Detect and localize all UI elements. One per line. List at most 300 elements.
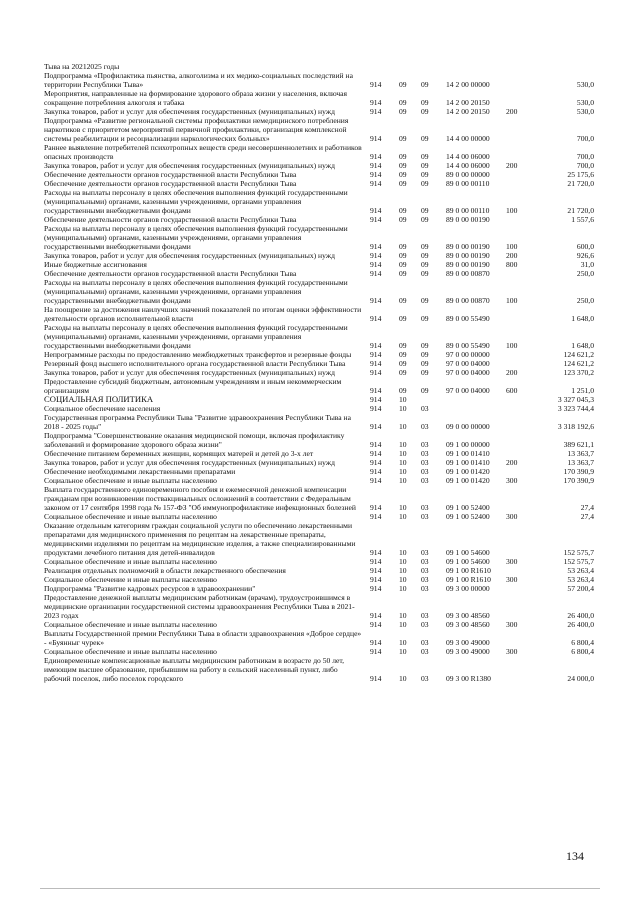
row-section-code: 10	[399, 512, 407, 521]
row-target-article-code: 14 2 00 00000	[446, 80, 490, 89]
row-section-code: 09	[399, 296, 407, 305]
row-ministry-code: 914	[370, 422, 382, 431]
row-amount: 152 575,7	[563, 548, 594, 557]
row-description: Подпрограмма «Развитие региональной системы профилактики немедицинского потребления наркотиков с приоритетом мероприятий первичной профилактики, организация комплексной системы реабилитации и ресоциализации наркологических больных»	[44, 116, 349, 143]
row-subsection-code: 09	[421, 98, 429, 107]
row-amount: 57 200,4	[567, 584, 594, 593]
row-target-article-code: 97 0 00 00000	[446, 350, 490, 359]
row-ministry-code: 914	[370, 512, 382, 521]
row-amount: 600,0	[576, 242, 594, 251]
row-expense-type-code: 300	[506, 647, 518, 656]
row-target-article-code: 09 3 00 49000	[446, 647, 490, 656]
row-description: Обеспечение деятельности органов государственной власти Республики Тыва	[44, 215, 297, 224]
row-subsection-code: 09	[421, 251, 429, 260]
row-target-article-code: 09 1 00 54600	[446, 557, 490, 566]
row-subsection-code: 03	[421, 575, 429, 584]
row-target-article-code: 09 3 00 49000	[446, 638, 490, 647]
row-subsection-code: 03	[421, 548, 429, 557]
row-ministry-code: 914	[370, 449, 382, 458]
row-ministry-code: 914	[370, 170, 382, 179]
table-row	[44, 305, 604, 323]
table-row	[44, 575, 604, 584]
row-ministry-code: 914	[370, 503, 382, 512]
row-ministry-code: 914	[370, 458, 382, 467]
row-amount: 27,4	[580, 512, 594, 521]
row-section-code: 10	[399, 395, 407, 404]
row-subsection-code: 03	[421, 647, 429, 656]
table-row	[44, 593, 604, 620]
table-row	[44, 71, 604, 89]
row-target-article-code: 14 4 00 06000	[446, 152, 490, 161]
table-row	[44, 395, 604, 404]
row-subsection-code: 03	[421, 566, 429, 575]
row-description: Предоставление денежной выплаты медицинским работникам (врачам), трудоустроившимся в медицинские организации государственной системы здравоохранения Республики Тыва в 2021-2023 годах	[44, 593, 355, 620]
row-ministry-code: 914	[370, 251, 382, 260]
row-description: Оказание отдельным категориям граждан социальной услуги по обеспечению лекарственными препаратами для медицинского применения по рецептам на лекарственные препараты, медицинскими изделиями по рецептам на медицинские изделия, а также специализированными продуктами лечебного питания для детей-инвалидов	[44, 521, 356, 557]
table-row	[44, 323, 604, 350]
table-row	[44, 89, 604, 107]
row-subsection-code: 09	[421, 341, 429, 350]
row-ministry-code: 914	[370, 467, 382, 476]
row-subsection-code: 09	[421, 206, 429, 215]
row-ministry-code: 914	[370, 98, 382, 107]
table-row	[44, 62, 604, 71]
row-ministry-code: 914	[370, 620, 382, 629]
table-row	[44, 512, 604, 521]
row-subsection-code: 03	[421, 638, 429, 647]
row-section-code: 10	[399, 647, 407, 656]
row-description: Мероприятия, направленные на формирование здорового образа жизни у населения, включая сокращение потребления алкоголя и табака	[44, 89, 348, 107]
row-section-code: 09	[399, 152, 407, 161]
row-section-code: 10	[399, 620, 407, 629]
row-ministry-code: 914	[370, 476, 382, 485]
row-description: Обеспечение деятельности органов государственной власти Республики Тыва	[44, 179, 297, 188]
row-amount: 250,0	[576, 296, 594, 305]
row-description: Выплата государственного единовременного пособия и ежемесячной денежной компенсации гражданам при возникновении поствакцинальных осложнений в соответствии с Федеральным законом от 17 сентября 1998 года № 157-ФЗ "Об иммунопрофилактике инфекционных болезней	[44, 485, 356, 512]
row-description: Подпрограмма "Совершенствование оказания медицинской помощи, включая профилактику заболеваний и формирование здорового образа жизни"	[44, 431, 345, 449]
row-subsection-code: 03	[421, 458, 429, 467]
row-expense-type-code: 800	[506, 260, 518, 269]
row-description: Социальное обеспечение и иные выплаты населению	[44, 512, 217, 521]
row-ministry-code: 914	[370, 395, 382, 404]
row-target-article-code: 09 1 00 01410	[446, 458, 490, 467]
row-target-article-code: 97 0 00 04000	[446, 368, 490, 377]
row-target-article-code: 97 0 00 04000	[446, 359, 490, 368]
row-target-article-code: 14 4 00 06000	[446, 161, 490, 170]
row-expense-type-code: 300	[506, 575, 518, 584]
table-row	[44, 521, 604, 557]
row-expense-type-code: 100	[506, 242, 518, 251]
row-ministry-code: 914	[370, 368, 382, 377]
row-expense-type-code: 300	[506, 476, 518, 485]
row-amount: 6 800,4	[571, 647, 594, 656]
row-target-article-code: 14 2 00 20150	[446, 107, 490, 116]
row-description: Социальное обеспечение и иные выплаты населению	[44, 476, 217, 485]
row-target-article-code: 89 0 00 00110	[446, 206, 490, 215]
row-description: Реализация отдельных полномочий в области лекарственного обеспечения	[44, 566, 286, 575]
table-row	[44, 413, 604, 431]
row-section-code: 09	[399, 269, 407, 278]
row-amount: 530,0	[576, 80, 594, 89]
table-row	[44, 584, 604, 593]
table-row	[44, 107, 604, 116]
row-ministry-code: 914	[370, 575, 382, 584]
row-subsection-code: 09	[421, 170, 429, 179]
row-subsection-code: 09	[421, 359, 429, 368]
row-target-article-code: 09 1 00 54600	[446, 548, 490, 557]
table-row	[44, 647, 604, 656]
row-ministry-code: 914	[370, 611, 382, 620]
row-description: Закупка товаров, работ и услуг для обеспечения государственных (муниципальных) нужд	[44, 251, 335, 260]
table-row	[44, 557, 604, 566]
row-subsection-code: 03	[421, 476, 429, 485]
row-section-code: 10	[399, 566, 407, 575]
row-expense-type-code: 100	[506, 296, 518, 305]
table-row	[44, 251, 604, 260]
row-description: Расходы на выплаты персоналу в целях обеспечения выполнения функций государственными (муниципальными) органами, казенными учреждениями, органами управления государственными внебюджетными фондами	[44, 188, 348, 215]
row-section-code: 09	[399, 350, 407, 359]
row-amount: 3 318 192,6	[557, 422, 594, 431]
row-target-article-code: 09 1 00 R1610	[446, 566, 491, 575]
row-amount: 25 175,6	[567, 170, 594, 179]
row-description: Резервный фонд высшего исполнительного органа государственной власти Республики Тыва	[44, 359, 346, 368]
row-subsection-code: 09	[421, 152, 429, 161]
budget-table	[44, 62, 604, 683]
row-section-code: 09	[399, 314, 407, 323]
row-section-code: 10	[399, 440, 407, 449]
row-description: Социальное обеспечение и иные выплаты населению	[44, 575, 217, 584]
table-row	[44, 368, 604, 377]
table-row	[44, 161, 604, 170]
row-amount: 21 720,0	[567, 206, 594, 215]
row-description: СОЦИАЛЬНАЯ ПОЛИТИКА	[44, 394, 154, 404]
row-description: Закупка товаров, работ и услуг для обеспечения государственных (муниципальных) нужд	[44, 368, 335, 377]
row-target-article-code: 09 1 00 52400	[446, 512, 490, 521]
row-amount: 21 720,0	[567, 179, 594, 188]
row-section-code: 10	[399, 404, 407, 413]
row-target-article-code: 09 1 00 00000	[446, 440, 490, 449]
table-row	[44, 260, 604, 269]
row-subsection-code: 03	[421, 404, 429, 413]
row-description: Социальное обеспечение и иные выплаты населению	[44, 557, 217, 566]
row-section-code: 10	[399, 503, 407, 512]
row-ministry-code: 914	[370, 134, 382, 143]
row-ministry-code: 914	[370, 269, 382, 278]
row-description: Раннее выявление потребителей психотропных веществ среди несовершеннолетних и работников опасных производств	[44, 143, 362, 161]
table-row	[44, 143, 604, 161]
row-description: Обеспечение питанием беременных женщин, кормящих матерей и детей до 3-х лет	[44, 449, 314, 458]
row-target-article-code: 09 3 00 48560	[446, 620, 490, 629]
row-subsection-code: 03	[421, 674, 429, 683]
row-amount: 13 363,7	[567, 458, 594, 467]
row-subsection-code: 09	[421, 161, 429, 170]
row-ministry-code: 914	[370, 647, 382, 656]
row-section-code: 10	[399, 476, 407, 485]
row-ministry-code: 914	[370, 179, 382, 188]
row-target-article-code: 89 0 00 00190	[446, 251, 490, 260]
row-subsection-code: 09	[421, 179, 429, 188]
row-ministry-code: 914	[370, 638, 382, 647]
row-ministry-code: 914	[370, 359, 382, 368]
row-subsection-code: 09	[421, 260, 429, 269]
row-ministry-code: 914	[370, 440, 382, 449]
row-target-article-code: 09 1 00 52400	[446, 503, 490, 512]
row-section-code: 10	[399, 674, 407, 683]
row-amount: 250,0	[576, 269, 594, 278]
row-ministry-code: 914	[370, 260, 382, 269]
row-amount: 13 363,7	[567, 449, 594, 458]
row-section-code: 09	[399, 359, 407, 368]
row-section-code: 10	[399, 611, 407, 620]
row-description: Закупка товаров, работ и услуг для обеспечения государственных (муниципальных) нужд	[44, 161, 335, 170]
row-amount: 124 621,2	[563, 359, 594, 368]
row-target-article-code: 89 0 00 55490	[446, 314, 490, 323]
row-subsection-code: 03	[421, 467, 429, 476]
row-section-code: 09	[399, 251, 407, 260]
row-amount: 27,4	[580, 503, 594, 512]
footer-rule	[40, 888, 600, 889]
row-description: Тыва на 20212025 годы	[44, 62, 120, 71]
row-target-article-code: 09 1 00 01410	[446, 449, 490, 458]
row-description: Непрограммные расходы по предоставлению межбюджетных трансфертов и резервные фонды	[44, 350, 352, 359]
row-section-code: 09	[399, 98, 407, 107]
row-section-code: 10	[399, 584, 407, 593]
row-ministry-code: 914	[370, 548, 382, 557]
row-description: Социальное обеспечение и иные выплаты населению	[44, 620, 217, 629]
table-row	[44, 350, 604, 359]
row-ministry-code: 914	[370, 584, 382, 593]
table-row	[44, 485, 604, 512]
row-ministry-code: 914	[370, 674, 382, 683]
table-row	[44, 566, 604, 575]
row-ministry-code: 914	[370, 386, 382, 395]
table-row	[44, 431, 604, 449]
row-amount: 152 575,7	[563, 557, 594, 566]
row-subsection-code: 09	[421, 134, 429, 143]
row-expense-type-code: 300	[506, 557, 518, 566]
table-row	[44, 278, 604, 305]
row-ministry-code: 914	[370, 80, 382, 89]
row-description: Расходы на выплаты персоналу в целях обеспечения выполнения функций государственными (муниципальными) органами, казенными учреждениями, органами управления государственными внебюджетными фондами	[44, 323, 348, 350]
row-amount: 123 370,2	[563, 368, 594, 377]
row-ministry-code: 914	[370, 242, 382, 251]
row-ministry-code: 914	[370, 557, 382, 566]
table-row	[44, 215, 604, 224]
row-target-article-code: 09 3 00 R1380	[446, 674, 491, 683]
row-subsection-code: 09	[421, 242, 429, 251]
row-subsection-code: 09	[421, 107, 429, 116]
row-amount: 53 263,4	[567, 566, 594, 575]
row-expense-type-code: 200	[506, 368, 518, 377]
row-description: Социальное обеспечение и иные выплаты населению	[44, 647, 217, 656]
row-description: Подпрограмма "Развитие кадровых ресурсов в здравоохранении"	[44, 584, 256, 593]
row-section-code: 10	[399, 557, 407, 566]
row-section-code: 10	[399, 548, 407, 557]
row-amount: 3 323 744,4	[557, 404, 594, 413]
row-amount: 1 251,0	[571, 386, 594, 395]
row-amount: 3 327 045,3	[557, 395, 594, 404]
row-subsection-code: 03	[421, 512, 429, 521]
row-description: Единовременные компенсационные выплаты медицинским работникам в возрасте до 50 лет, имеющим высшее образование, прибывшим на работу в сельский населенный пункт, либо рабочий поселок, либо поселок городского	[44, 656, 345, 683]
row-subsection-code: 03	[421, 422, 429, 431]
row-target-article-code: 09 1 00 01420	[446, 467, 490, 476]
table-row	[44, 116, 604, 143]
row-expense-type-code: 200	[506, 458, 518, 467]
row-expense-type-code: 200	[506, 161, 518, 170]
row-expense-type-code: 200	[506, 251, 518, 260]
row-section-code: 10	[399, 575, 407, 584]
row-amount: 170 390,9	[563, 467, 594, 476]
row-amount: 926,6	[576, 251, 594, 260]
row-subsection-code: 03	[421, 440, 429, 449]
row-description: Обеспечение необходимыми лекарственными препаратами	[44, 467, 236, 476]
row-section-code: 09	[399, 80, 407, 89]
row-target-article-code: 09 1 00 01420	[446, 476, 490, 485]
row-section-code: 09	[399, 161, 407, 170]
table-row	[44, 359, 604, 368]
page-number: 134	[566, 849, 584, 863]
row-target-article-code: 89 0 00 00190	[446, 215, 490, 224]
row-target-article-code: 14 2 00 20150	[446, 98, 490, 107]
row-amount: 700,0	[576, 161, 594, 170]
row-amount: 530,0	[576, 98, 594, 107]
row-description: Обеспечение деятельности органов государственной власти Республики Тыва	[44, 170, 297, 179]
row-section-code: 10	[399, 467, 407, 476]
row-expense-type-code: 300	[506, 620, 518, 629]
row-target-article-code: 09 3 00 00000	[446, 584, 490, 593]
row-amount: 170 390,9	[563, 476, 594, 485]
row-amount: 24 000,0	[567, 674, 594, 683]
table-row	[44, 224, 604, 251]
row-section-code: 10	[399, 458, 407, 467]
row-subsection-code: 09	[421, 215, 429, 224]
table-row	[44, 467, 604, 476]
row-target-article-code: 09 1 00 R1610	[446, 575, 491, 584]
row-subsection-code: 03	[421, 557, 429, 566]
table-row	[44, 269, 604, 278]
row-ministry-code: 914	[370, 161, 382, 170]
row-target-article-code: 89 0 00 00110	[446, 179, 490, 188]
row-target-article-code: 09 3 00 48560	[446, 611, 490, 620]
row-ministry-code: 914	[370, 107, 382, 116]
row-subsection-code: 09	[421, 386, 429, 395]
row-ministry-code: 914	[370, 215, 382, 224]
row-expense-type-code: 100	[506, 341, 518, 350]
row-subsection-code: 03	[421, 584, 429, 593]
row-section-code: 09	[399, 170, 407, 179]
row-target-article-code: 89 0 00 00870	[446, 296, 490, 305]
row-subsection-code: 09	[421, 350, 429, 359]
row-ministry-code: 914	[370, 314, 382, 323]
row-section-code: 10	[399, 638, 407, 647]
row-target-article-code: 89 0 00 00190	[446, 260, 490, 269]
row-amount: 6 800,4	[571, 638, 594, 647]
row-description: Государственная программа Республики Тыва "Развитие здравоохранения Республики Тыва на 2018 - 2025 годы"	[44, 413, 351, 431]
row-expense-type-code: 100	[506, 206, 518, 215]
table-row	[44, 620, 604, 629]
row-subsection-code: 09	[421, 80, 429, 89]
table-row	[44, 476, 604, 485]
row-amount: 530,0	[576, 107, 594, 116]
row-amount: 389 621,1	[563, 440, 594, 449]
row-section-code: 10	[399, 449, 407, 458]
row-ministry-code: 914	[370, 296, 382, 305]
row-target-article-code: 89 0 00 00190	[446, 242, 490, 251]
row-amount: 26 400,0	[567, 620, 594, 629]
row-description: Предоставление субсидий бюджетным, автономным учреждениям и иным некоммерческим организациям	[44, 377, 342, 395]
row-ministry-code: 914	[370, 152, 382, 161]
row-ministry-code: 914	[370, 341, 382, 350]
row-amount: 124 621,2	[563, 350, 594, 359]
row-subsection-code: 09	[421, 269, 429, 278]
row-amount: 1 557,6	[571, 215, 594, 224]
row-expense-type-code: 300	[506, 512, 518, 521]
table-row	[44, 188, 604, 215]
row-description: Расходы на выплаты персоналу в целях обеспечения выполнения функций государственными (муниципальными) органами, казенными учреждениями, органами управления государственными внебюджетными фондами	[44, 224, 348, 251]
row-description: На поощрение за достижения наилучших значений показателей по итогам оценки эффективности деятельности органов исполнительной власти	[44, 305, 362, 323]
row-section-code: 09	[399, 179, 407, 188]
row-section-code: 10	[399, 422, 407, 431]
row-subsection-code: 03	[421, 611, 429, 620]
row-target-article-code: 89 0 00 00000	[446, 170, 490, 179]
row-description: Закупка товаров, работ и услуг для обеспечения государственных (муниципальных) нужд	[44, 458, 335, 467]
row-amount: 700,0	[576, 152, 594, 161]
row-target-article-code: 97 0 00 04000	[446, 386, 490, 395]
row-subsection-code: 03	[421, 503, 429, 512]
row-description: Обеспечение деятельности органов государственной власти Республики Тыва	[44, 269, 297, 278]
row-amount: 1 648,0	[571, 314, 594, 323]
row-ministry-code: 914	[370, 404, 382, 413]
row-description: Иные бюджетные ассигнования	[44, 260, 147, 269]
row-subsection-code: 09	[421, 296, 429, 305]
row-description: Закупка товаров, работ и услуг для обеспечения государственных (муниципальных) нужд	[44, 107, 335, 116]
row-target-article-code: 89 0 00 00870	[446, 269, 490, 278]
row-amount: 53 263,4	[567, 575, 594, 584]
row-expense-type-code: 600	[506, 386, 518, 395]
row-amount: 700,0	[576, 134, 594, 143]
table-row	[44, 179, 604, 188]
row-target-article-code: 89 0 00 55490	[446, 341, 490, 350]
row-description: Подпрограмма «Профилактика пьянства, алкоголизма и их медико-социальных последствий на территории Республики Тыва»	[44, 71, 353, 89]
row-section-code: 09	[399, 206, 407, 215]
table-row	[44, 449, 604, 458]
table-row	[44, 377, 604, 395]
row-target-article-code: 14 4 00 00000	[446, 134, 490, 143]
row-expense-type-code: 200	[506, 107, 518, 116]
row-amount: 26 400,0	[567, 611, 594, 620]
row-target-article-code: 09 0 00 00000	[446, 422, 490, 431]
row-section-code: 09	[399, 215, 407, 224]
row-section-code: 09	[399, 134, 407, 143]
row-description: Выплаты Государственной премии Республики Тыва в области здравоохранения «Доброе сердце» - «Буянныг чурек»	[44, 629, 362, 647]
row-subsection-code: 09	[421, 314, 429, 323]
row-section-code: 09	[399, 260, 407, 269]
row-ministry-code: 914	[370, 206, 382, 215]
row-section-code: 09	[399, 242, 407, 251]
row-section-code: 09	[399, 107, 407, 116]
row-section-code: 09	[399, 341, 407, 350]
row-section-code: 09	[399, 368, 407, 377]
row-ministry-code: 914	[370, 566, 382, 575]
table-row	[44, 629, 604, 647]
row-subsection-code: 09	[421, 368, 429, 377]
table-row	[44, 656, 604, 683]
row-description: Расходы на выплаты персоналу в целях обеспечения выполнения функций государственными (муниципальными) органами, казенными учреждениями, органами управления государственными внебюджетными фондами	[44, 278, 348, 305]
row-subsection-code: 03	[421, 449, 429, 458]
table-row	[44, 404, 604, 413]
row-section-code: 09	[399, 386, 407, 395]
row-amount: 31,0	[580, 260, 594, 269]
